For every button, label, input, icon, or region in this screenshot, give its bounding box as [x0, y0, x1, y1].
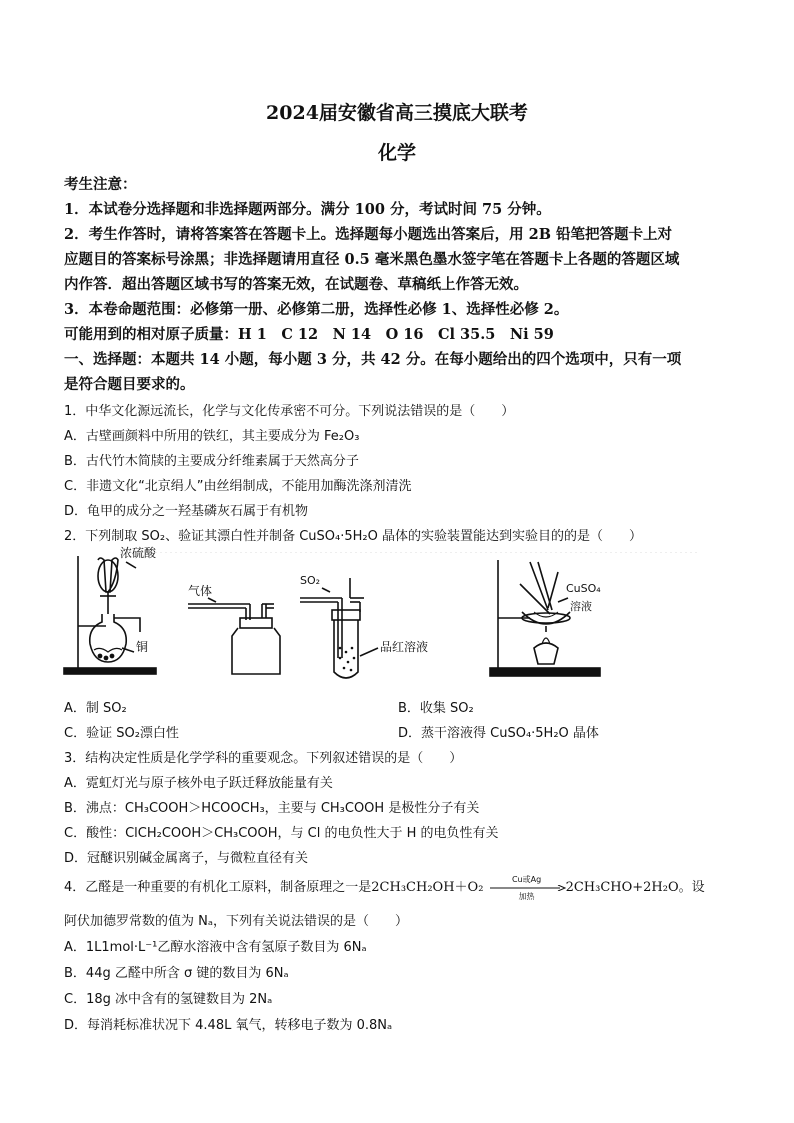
section1-heading-b: 是符合题目要求的。 — [64, 376, 195, 393]
q2-option-d: D．蒸干溶液得 CuSO₄·5H₂O 晶体 — [398, 726, 599, 741]
q2-option-c: C．验证 SO₂漂白性 — [64, 726, 179, 741]
reaction-arrow — [488, 874, 566, 901]
q2-stem: 2．下列制取 SO₂、验证其漂白性并制备 CuSO₄·5H₂O 晶体的实验装置能达到实验目的的是（ ） — [64, 529, 642, 544]
q3-stem: 3．结构决定性质是化学学科的重要观念。下列叙述错误的是（ ） — [64, 751, 463, 766]
q4-option-d: D．每消耗标准状况下 4.48L 氧气，转移电子数为 0.8Nₐ — [64, 1018, 393, 1033]
notes-heading: 考生注意： — [64, 176, 137, 193]
section1-heading-a: 一、选择题：本题共 14 小题，每小题 3 分，共 42 分。在每小题给出的四个选项中，只有一项 — [64, 351, 682, 368]
q4-stem-a: 4．乙醛是一种重要的有机化工原料，制备原理之一是 — [64, 880, 372, 895]
q4-products: 2CH₃CHO+2H₂O — [565, 880, 679, 895]
apparatus-a — [64, 556, 156, 674]
q3-option-b: B．沸点：CH₃COOH＞HCOOCH₃，主要与 CH₃COOH 是极性分子有关 — [64, 801, 480, 816]
q2-option-a: A．制 SO₂ — [64, 701, 127, 716]
q4-option-b: B．44g 乙醛中所含 σ 键的数目为 6Nₐ — [64, 966, 289, 981]
q1-option-d: D．龟甲的成分之一羟基磷灰石属于有机物 — [64, 504, 309, 519]
q1-stem: 1．中华文化源远流长，化学与文化传承密不可分。下列说法错误的是（ ） — [64, 404, 515, 419]
q3-option-c: C．酸性：ClCH₂COOH＞CH₃COOH，与 Cl 的电负性大于 H 的电负性有关 — [64, 826, 499, 841]
q2-option-b: B．收集 SO₂ — [398, 701, 474, 716]
atomic-masses: 可能用到的相对原子质量：H 1 C 12 N 14 O 16 Cl 35.5 Ni 59 — [64, 326, 554, 343]
q1-option-a: A．古壁画颜料中所用的铁红，其主要成分为 Fe₂O₃ — [64, 429, 360, 444]
q4-option-a: A．1L1mol·L⁻¹乙醇水溶液中含有氢原子数目为 6Nₐ — [64, 940, 367, 955]
apparatus-b — [188, 598, 280, 674]
q4-stem-end: 。设 — [678, 880, 705, 895]
note-3: 3．本卷命题范围：必修第一册、必修第二册，选择性必修 1、选择性必修 2。 — [64, 301, 569, 318]
label-so2: SO₂ — [300, 574, 321, 587]
note-1: 1．本试卷分选择题和非选择题两部分。满分 100 分，考试时间 75 分钟。 — [64, 201, 551, 218]
q4-stem-b: 阿伏加德罗常数的值为 Nₐ，下列有关说法错误的是（ ） — [64, 914, 408, 929]
q4-option-c: C．18g 冰中含有的氢键数目为 2Nₐ — [64, 992, 273, 1007]
label-cuso4: CuSO₄ — [566, 582, 601, 595]
q1-option-c: C．非遗文化“北京绢人”由丝绢制成，不能用加酶洗涤剂清洗 — [64, 479, 412, 494]
apparatus-d — [490, 560, 600, 676]
q4-stem-line — [64, 874, 705, 901]
q3-option-a: A．霓虹灯光与原子核外电子跃迁释放能量有关 — [64, 776, 333, 791]
note-2b: 应题目的答案标号涂黑；非选择题请用直径 0.5 毫米黑色墨水签字笔在答题卡上各题的答题区域 — [64, 251, 680, 268]
apparatus-c — [300, 578, 378, 678]
label-copper: 铜 — [136, 640, 149, 654]
label-gas: 气体 — [188, 584, 213, 598]
q2-apparatus-figure — [60, 546, 740, 684]
reaction-catalyst: Cu或Ag — [511, 874, 542, 884]
q1-option-b: B．古代竹木简牍的主要成分纤维素属于天然高分子 — [64, 454, 359, 469]
label-conc-acid: 浓硫酸 — [120, 546, 157, 560]
reaction-condition: 加热 — [518, 891, 535, 901]
label-pinhong: 品红溶液 — [380, 640, 429, 654]
q3-option-d: D．冠醚识别碱金属离子，与微粒直径有关 — [64, 851, 309, 866]
q4-reactants: 2CH₃CH₂OH＋O₂ — [371, 880, 484, 895]
note-2c: 内作答．超出答题区域书写的答案无效，在试题卷、草稿纸上作答无效。 — [64, 276, 528, 293]
exam-title: 2024届安徽省高三摸底大联考 — [266, 102, 528, 124]
note-2a: 2．考生作答时，请将答案答在答题卡上。选择题每小题选出答案后，用 2B 铅笔把答题卡上对 — [64, 226, 673, 243]
exam-subject: 化学 — [377, 142, 416, 164]
label-solution: 溶液 — [570, 600, 592, 613]
